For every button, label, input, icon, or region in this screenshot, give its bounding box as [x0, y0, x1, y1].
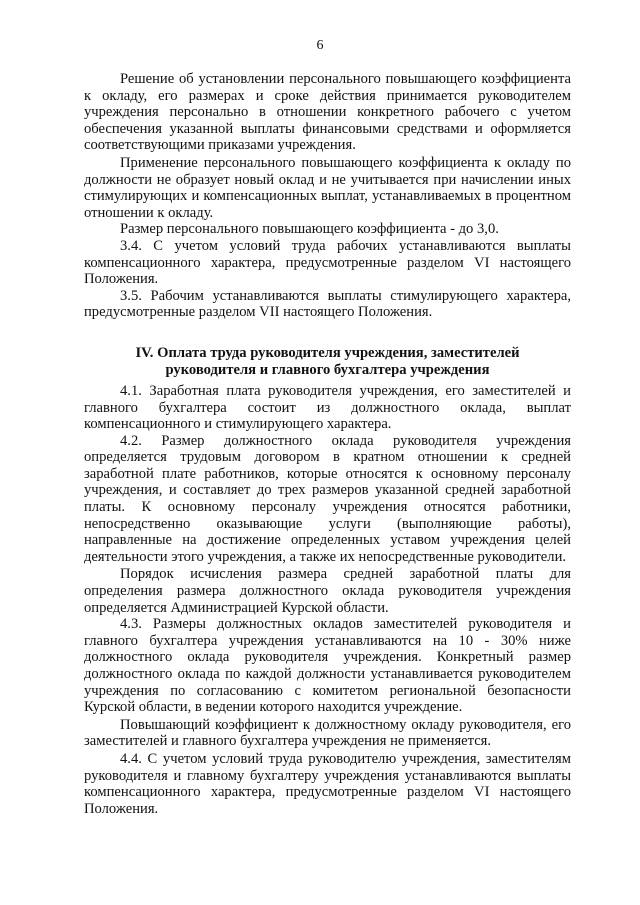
section-heading-iv — [84, 345, 571, 379]
paragraph-coefficient-application: Применение персонального повышающего коэффициента к окладу по должности не образует новый оклад и не учитывается при начислении иных стимулирующих и компенсационных выплат, устанавливаемых в процентном отношении к окладу. — [84, 154, 571, 221]
paragraph-coefficient-size: Размер персонального повышающего коэффициента - до 3,0. — [120, 221, 499, 238]
paragraph-coefficient-decision: Решение об установлении персонального повышающего коэффициента к окладу, его размерах и сроке действия принимается руководителем учреждения персонально в отношении конкретного рабочего с учетом обеспечения указанной выплаты финансовыми средствами и оформляется соответствующими приказами учреждения. — [84, 71, 571, 154]
paragraph-4-3: 4.3. Размеры должностных окладов заместителей руководителя и главного бухгалтера учреждения устанавливаются на 10 - 30% ниже должностного оклада руководителя учреждения. Конкретный размер должностного оклада по каждой должности устанавливается руководителем учреждения по согласованию с комитетом региональной безопасности Курской области, в ведении которого находится учреждение. — [84, 616, 571, 716]
paragraph-3-4: 3.4. С учетом условий труда рабочих устанавливаются выплаты компенсационного характера, предусмотренные разделом VI настоящего Положения. — [84, 237, 571, 288]
paragraph-4-4: 4.4. С учетом условий труда руководителю учреждения, заместителям руководителя и главному бухгалтеру учреждения устанавливаются выплаты компенсационного характера, предусмотренные разделом VI настоящего Положения. — [84, 750, 571, 817]
document-body — [84, 71, 571, 817]
paragraph-coefficient-not-applied: Повышающий коэффициент к должностному окладу руководителя, его заместителей и главного бухгалтера учреждения не применяется. — [84, 716, 571, 750]
paragraph-3-5: 3.5. Рабочим устанавливаются выплаты стимулирующего характера, предусмотренные разделом VII настоящего Положения. — [84, 287, 571, 321]
page-number: 6 — [316, 38, 324, 53]
section-heading-line-1: IV. Оплата труда руководителя учреждения, заместителей — [135, 344, 520, 361]
paragraph-average-salary-procedure: Порядок исчисления размера средней заработной платы для определения размера должностного оклада руководителя учреждения определяется Администрацией Курской области. — [84, 566, 571, 616]
paragraph-4-2: 4.2. Размер должностного оклада руководителя учреждения определяется трудовым договором в кратном отношении к средней заработной плате работников, которые относятся к основному персоналу учреждения, и составляет до трех размеров указанной средней заработной платы. К основному персоналу учреждения относятся работники, непосредственно оказывающие услуги (выполняющие работы), направленные на достижение определенных уставом учреждения целей деятельности этого учреждения, а также их непосредственные руководители. — [84, 432, 571, 565]
section-heading-line-2: руководителя и главного бухгалтера учреждения — [165, 361, 490, 378]
paragraph-4-1: 4.1. Заработная плата руководителя учреждения, его заместителей и главного бухгалтера состоит из должностного оклада, выплат компенсационного и стимулирующего характера. — [84, 382, 571, 433]
